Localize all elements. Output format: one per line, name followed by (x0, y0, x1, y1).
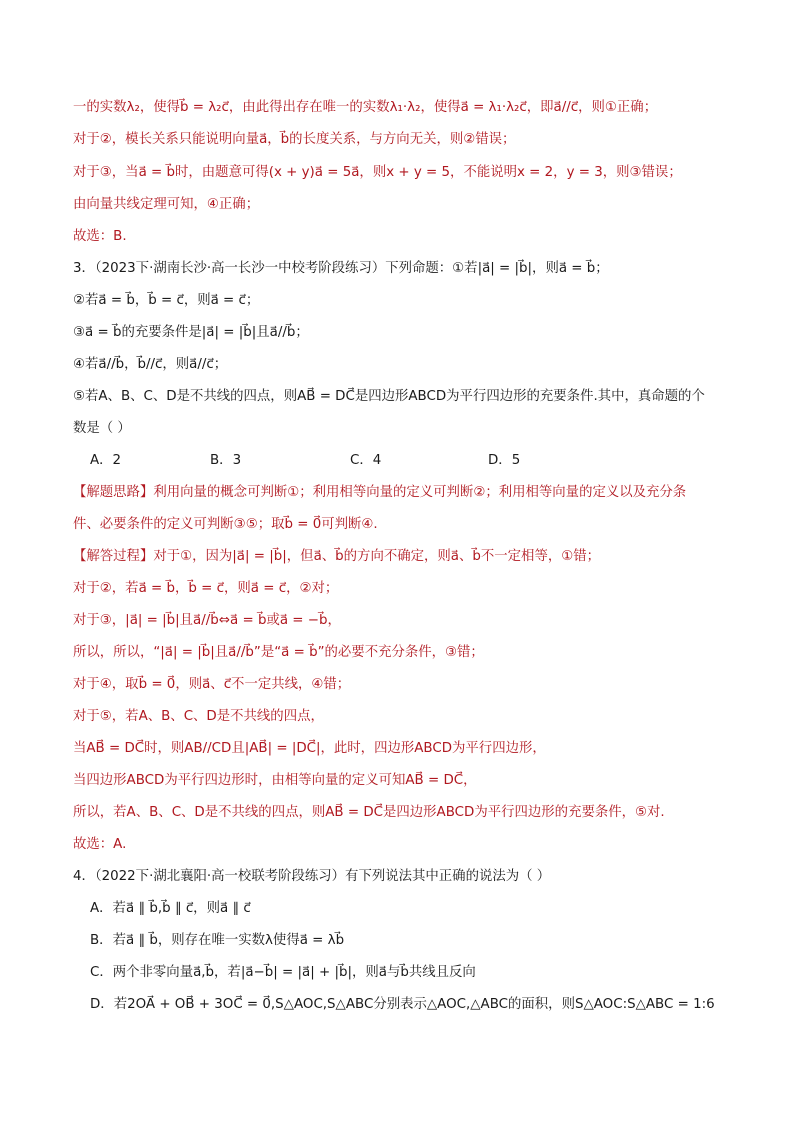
question-3-statement: ④若a⃗//b⃗，b⃗//c⃗，则a⃗//c⃗； (73, 357, 228, 372)
solution-line: 对于③，当a⃗ = b⃗时，由题意可得(x + y)a⃗ = 5a⃗，则x + y = 5，不能说明x = 2，y = 3，则③错误； (73, 165, 682, 180)
answer-line: 故选：B. (73, 229, 127, 244)
question-3-statement: ③a⃗ = b⃗的充要条件是|a⃗| = |b⃗|且a⃗//b⃗； (73, 325, 309, 340)
question-3-statement: ⑤若A、B、C、D是不共线的四点，则AB⃗ = DC⃗是四边形ABCD为平行四边形的充要条件.其中，真命题的个 (73, 389, 705, 404)
question-4-option-d: D．若2OA⃗ + OB⃗ + 3OC⃗ = 0⃗,S△AOC,S△ABC分别表示△AOC,△ABC的面积，则S△AOC:S△ABC = 1:6 (90, 997, 715, 1012)
question-3-stem: 3．（2023下·湖南长沙·高一长沙一中校考阶段练习）下列命题：①若|a⃗| = |b⃗|，则a⃗ = b⃗； (73, 261, 609, 276)
question-4-option-a: A．若a⃗ ∥ b⃗,b⃗ ∥ c⃗，则a⃗ ∥ c⃗ (90, 901, 251, 916)
solution-line: 一的实数λ₂，使得b⃗ = λ₂c⃗，由此得出存在唯一的实数λ₁·λ₂，使得a⃗ = λ₁·λ₂c⃗，即a⃗//c⃗，则①正确； (73, 100, 658, 115)
solution-line: 所以，所以，“|a⃗| = |b⃗|且a⃗//b⃗”是“a⃗ = b⃗”的必要不充分条件，③错； (73, 645, 484, 660)
question-4-option-c: C．两个非零向量a⃗,b⃗，若|a⃗−b⃗| = |a⃗| + |b⃗|，则a⃗与b⃗共线且反向 (90, 965, 476, 980)
solution-line: 对于④，取b⃗ = 0⃗，则a⃗、c⃗不一定共线，④错； (73, 677, 351, 692)
answer-line: 故选：A. (73, 837, 127, 852)
question-4-option-b: B．若a⃗ ∥ b⃗，则存在唯一实数λ使得a⃗ = λb⃗ (90, 933, 345, 948)
solution-line: 当AB⃗ = DC⃗时，则AB//CD且|AB⃗| = |DC⃗|，此时，四边形ABCD为平行四边形， (73, 741, 546, 756)
solution-line: 当四边形ABCD为平行四边形时，由相等向量的定义可知AB⃗ = DC⃗， (73, 773, 477, 788)
option-a: A．2 (90, 453, 122, 468)
option-b: B．3 (210, 453, 242, 468)
solution-line: 由向量共线定理可知，④正确； (73, 197, 260, 212)
solution-line: 对于⑤，若A、B、C、D是不共线的四点， (73, 709, 324, 724)
solution-line: 所以，若A、B、C、D是不共线的四点，则AB⃗ = DC⃗是四边形ABCD为平行四边形的充要条件，⑤对. (73, 805, 665, 820)
question-4-stem: 4．（2022下·湖北襄阳·高一校联考阶段练习）有下列说法其中正确的说法为（ ） (73, 869, 551, 884)
solution-line: 对于②，模长关系只能说明向量a⃗，b⃗的长度关系，与方向无关，则②错误； (73, 132, 516, 147)
option-d: D．5 (488, 453, 521, 468)
question-3-statement: ②若a⃗ = b⃗，b⃗ = c⃗，则a⃗ = c⃗； (73, 293, 260, 308)
solution-line: 对于②，若a⃗ = b⃗，b⃗ = c⃗，则a⃗ = c⃗，②对； (73, 581, 339, 596)
option-c: C．4 (350, 453, 382, 468)
solution-hint: 【解题思路】利用向量的概念可判断①；利用相等向量的定义可判断②；利用相等向量的定义以及充分条 (73, 485, 687, 500)
solution-hint: 件、必要条件的定义可判断③⑤；取b⃗ = 0⃗可判断④. (73, 517, 378, 532)
solution-line: 对于③，|a⃗| = |b⃗|且a⃗//b⃗⇔a⃗ = b⃗或a⃗ = −b⃗， (73, 613, 341, 628)
question-3-stem-end: 数是（ ） (73, 421, 131, 436)
question-3-options (90, 451, 520, 471)
solution-process: 【解答过程】对于①，因为|a⃗| = |b⃗|，但a⃗、b⃗的方向不确定，则a⃗、b⃗不一定相等，①错； (73, 549, 601, 564)
